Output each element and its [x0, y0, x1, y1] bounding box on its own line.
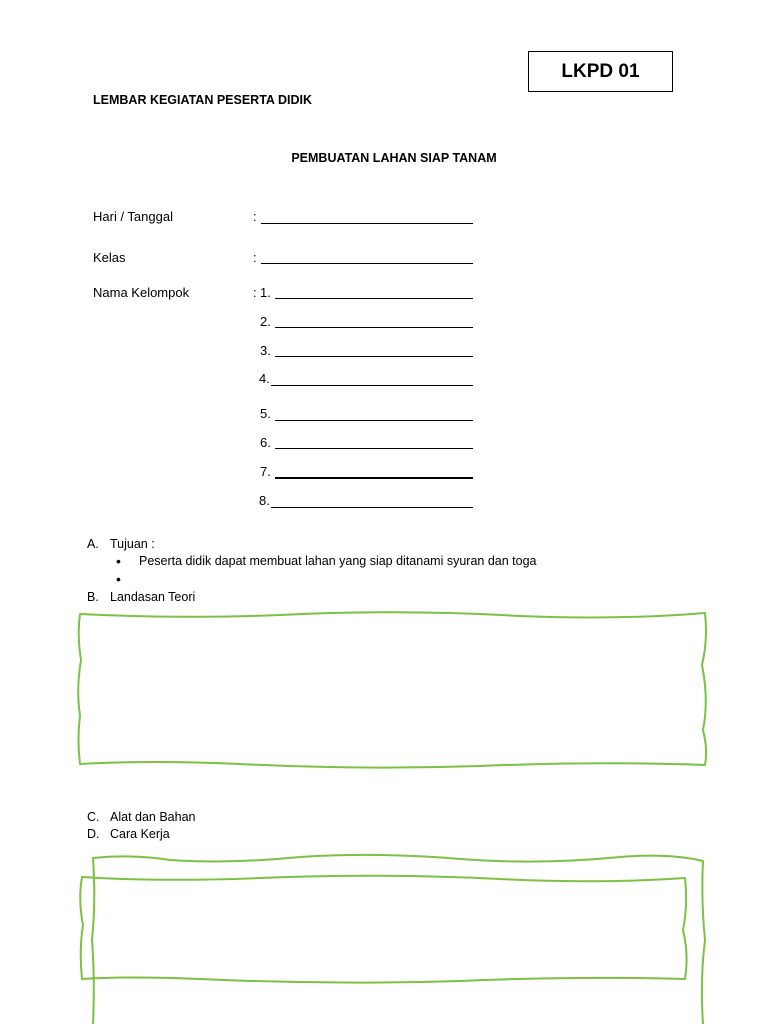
date-colon: :	[253, 209, 257, 224]
section-c-marker: C.	[87, 810, 100, 824]
member-number: 8.	[259, 493, 270, 508]
class-colon: :	[253, 250, 257, 265]
section-d-marker: D.	[87, 827, 100, 841]
date-label: Hari / Tanggal	[93, 209, 173, 224]
section-b-title: Landasan Teori	[110, 590, 196, 604]
section-a-title: Tujuan :	[110, 537, 155, 551]
bullet-icon: •	[116, 571, 121, 587]
section-c-title: Alat dan Bahan	[110, 810, 196, 824]
member-number: 4.	[259, 371, 270, 386]
member-number: 1.	[260, 285, 271, 300]
procedure-inner-box[interactable]	[80, 876, 686, 983]
member-number: 6.	[260, 435, 271, 450]
member-number: 3.	[260, 343, 271, 358]
topic-title: PEMBUATAN LAHAN SIAP TANAM	[291, 151, 497, 165]
lkpd-code: LKPD 01	[561, 60, 640, 82]
group-label: Nama Kelompok	[93, 285, 190, 300]
group-colon: :	[253, 285, 257, 300]
member-number: 2.	[260, 314, 271, 329]
bullet-icon: •	[116, 553, 121, 569]
class-label: Kelas	[93, 250, 126, 265]
section-b-marker: B.	[87, 590, 99, 604]
section-d-title: Cara Kerja	[110, 827, 170, 841]
section-a-marker: A.	[87, 537, 99, 551]
theory-answer-box[interactable]	[78, 612, 706, 767]
objective-text: Peserta didik dapat membuat lahan yang siap ditanami syuran dan toga	[139, 554, 537, 568]
sheet-title: LEMBAR KEGIATAN PESERTA DIDIK	[93, 93, 312, 107]
member-number: 5.	[260, 406, 271, 421]
member-number: 7.	[260, 464, 271, 479]
